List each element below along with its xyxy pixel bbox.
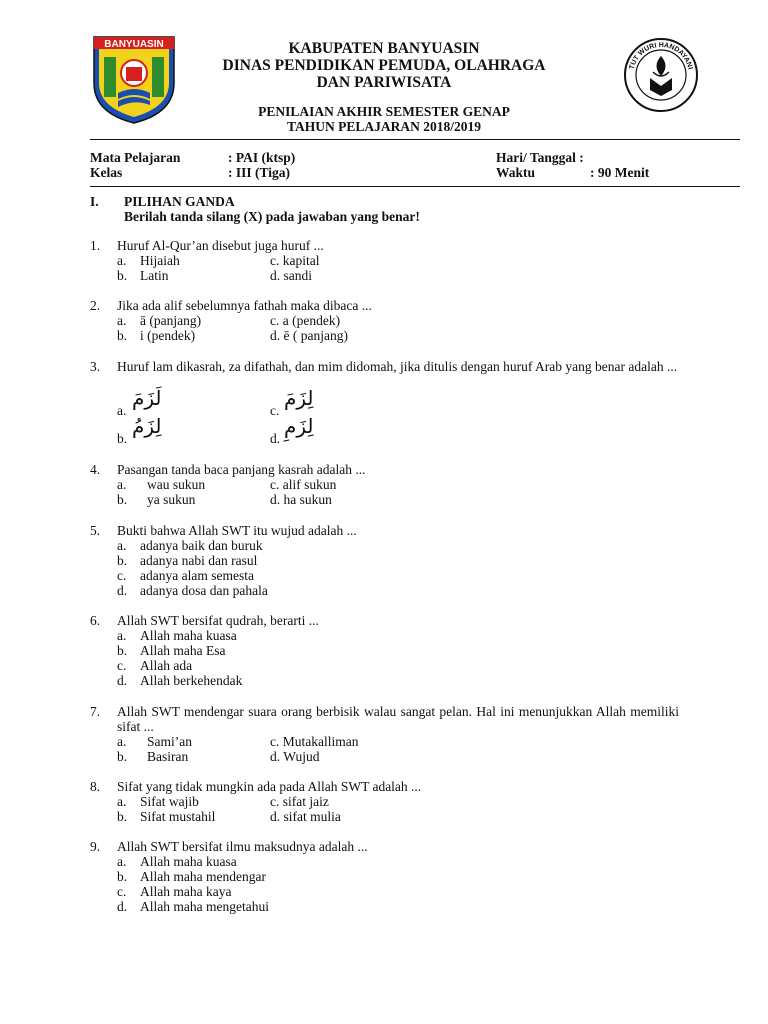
option-letter: a.	[117, 313, 127, 328]
option-letter: a.	[117, 538, 127, 553]
option-letter: b.	[117, 431, 128, 446]
option-b[interactable]: لِزَمُ	[132, 414, 162, 438]
kelas-label: Kelas	[90, 165, 123, 180]
option-b[interactable]: Sifat mustahil	[140, 809, 216, 824]
question-stem: Huruf lam dikasrah, za difathah, dan mim didomah, jika ditulis dengan huruf Arab yang benar adalah ...	[117, 359, 678, 374]
option-letter: b.	[117, 492, 128, 507]
option-b[interactable]: adanya nabi dan rasul	[140, 553, 258, 568]
option-c[interactable]: c. a (pendek)	[270, 313, 341, 328]
question-number: 9.	[90, 839, 101, 854]
option-letter: b.	[117, 643, 128, 658]
option-letter: d.	[117, 583, 128, 598]
option-letter: b.	[117, 268, 128, 283]
section-title: PILIHAN GANDA	[124, 194, 235, 209]
waktu-value: : 90 Menit	[590, 165, 650, 180]
option-c[interactable]: Allah ada	[140, 658, 193, 673]
question-5	[90, 523, 690, 599]
section-number: I.	[90, 194, 99, 209]
question-3	[90, 359, 690, 451]
kelas-value: : III (Tiga)	[228, 165, 291, 180]
option-a[interactable]: Sami’an	[147, 734, 192, 749]
option-b[interactable]: Allah maha Esa	[140, 643, 226, 658]
header-divider	[90, 139, 740, 140]
option-c[interactable]: لِزَمَ	[284, 386, 314, 410]
option-a[interactable]: Allah maha kuasa	[140, 854, 237, 869]
logo-right-text: TUT WURI HANDAYANI	[628, 41, 694, 71]
option-letter: a.	[117, 253, 127, 268]
option-b[interactable]: i (pendek)	[140, 328, 196, 343]
question-1	[90, 238, 690, 284]
option-a[interactable]: لَزَمَ	[132, 386, 162, 410]
option-letter: c.	[117, 884, 127, 899]
mapel-label: Mata Pelajaran	[90, 150, 181, 165]
option-d[interactable]: Allah maha mengetahui	[140, 899, 269, 914]
header-title	[180, 40, 588, 91]
question-stem: Allah SWT bersifat ilmu maksudnya adalah ...	[117, 839, 368, 854]
question-2	[90, 298, 690, 344]
option-c[interactable]: Allah maha kaya	[140, 884, 232, 899]
option-letter: c.	[117, 568, 127, 583]
option-a[interactable]: Sifat wajib	[140, 794, 199, 809]
option-letter: d.	[270, 431, 281, 446]
option-b[interactable]: ya sukun	[147, 492, 196, 507]
question-number: 3.	[90, 359, 101, 374]
question-number: 4.	[90, 462, 101, 477]
option-letter: a.	[117, 734, 127, 749]
option-c[interactable]: adanya alam semesta	[140, 568, 254, 583]
option-letter: b.	[117, 328, 128, 343]
option-letter: c.	[117, 658, 127, 673]
option-a[interactable]: Allah maha kuasa	[140, 628, 237, 643]
mapel-value: : PAI (ktsp)	[228, 150, 296, 165]
question-6	[90, 613, 690, 689]
hari-label: Hari/ Tanggal :	[496, 150, 584, 165]
question-8	[90, 779, 690, 825]
option-a[interactable]: adanya baik dan buruk	[140, 538, 263, 553]
option-letter: b.	[117, 553, 128, 568]
question-stem: Allah SWT mendengar suara orang berbisik walau sangat pelan. Hal ini menunjukkan Allah memiliki sifat ...	[117, 704, 679, 734]
header-line-3: DAN PARIWISATA	[316, 74, 452, 91]
option-d[interactable]: d. ē ( panjang)	[270, 328, 348, 343]
option-d[interactable]: adanya dosa dan pahala	[140, 583, 268, 598]
option-c[interactable]: c. kapital	[270, 253, 320, 268]
header-subtitle	[180, 104, 588, 134]
header-line-2: DINAS PENDIDIKAN PEMUDA, OLAHRAGA	[222, 57, 546, 74]
question-9	[90, 839, 690, 915]
option-letter: a.	[117, 628, 127, 643]
option-d[interactable]: d. sifat mulia	[270, 809, 341, 824]
question-number: 6.	[90, 613, 101, 628]
question-number: 1.	[90, 238, 101, 253]
question-stem: Pasangan tanda baca panjang kasrah adalah ...	[117, 462, 366, 477]
header-line-5: TAHUN PELAJARAN 2018/2019	[286, 119, 481, 134]
option-a[interactable]: ā (panjang)	[140, 313, 202, 328]
section-instruction: Berilah tanda silang (X) pada jawaban yang benar!	[124, 209, 420, 224]
option-letter: c.	[270, 403, 280, 418]
option-d[interactable]: لِزَمِ	[284, 414, 314, 438]
question-number: 5.	[90, 523, 101, 538]
question-number: 7.	[90, 704, 101, 719]
option-a[interactable]: wau sukun	[147, 477, 206, 492]
question-4	[90, 462, 690, 508]
option-b[interactable]: Basiran	[147, 749, 189, 764]
waktu-label: Waktu	[496, 165, 536, 180]
tut-wuri-handayani-logo	[620, 36, 702, 114]
option-d[interactable]: d. ha sukun	[270, 492, 332, 507]
question-stem: Jika ada alif sebelumnya fathah maka dibaca ...	[117, 298, 372, 313]
option-letter: a.	[117, 854, 127, 869]
question-stem: Bukti bahwa Allah SWT itu wujud adalah ...	[117, 523, 357, 538]
option-c[interactable]: c. sifat jaiz	[270, 794, 329, 809]
option-letter: d.	[117, 899, 128, 914]
header-line-4: PENILAIAN AKHIR SEMESTER GENAP	[258, 104, 510, 119]
question-stem: Allah SWT bersifat qudrah, berarti ...	[117, 613, 319, 628]
question-7	[90, 704, 690, 765]
option-b[interactable]: Allah maha mendengar	[140, 869, 266, 884]
question-stem: Huruf Al-Qur’an disebut juga huruf ...	[117, 238, 324, 253]
option-d[interactable]: Allah berkehendak	[140, 673, 243, 688]
info-divider	[90, 186, 740, 187]
option-letter: a.	[117, 794, 127, 809]
question-stem: Sifat yang tidak mungkin ada pada Allah SWT adalah ...	[117, 779, 422, 794]
option-letter: a.	[117, 477, 127, 492]
question-number: 2.	[90, 298, 101, 313]
option-c[interactable]: c. Mutakalliman	[270, 734, 359, 749]
option-c[interactable]: c. alif sukun	[270, 477, 337, 492]
question-number: 8.	[90, 779, 101, 794]
option-a[interactable]: Hijaiah	[140, 253, 180, 268]
option-b[interactable]: Latin	[140, 268, 169, 283]
option-letter: b.	[117, 809, 128, 824]
option-letter: b.	[117, 869, 128, 884]
banyuasin-logo	[90, 33, 178, 125]
option-letter: d.	[117, 673, 128, 688]
option-d[interactable]: d. Wujud	[270, 749, 320, 764]
option-letter: b.	[117, 749, 128, 764]
option-letter: a.	[117, 403, 127, 418]
option-d[interactable]: d. sandi	[270, 268, 312, 283]
header-line-1: KABUPATEN BANYUASIN	[288, 40, 480, 57]
logo-left-text: BANYUASIN	[104, 39, 164, 50]
